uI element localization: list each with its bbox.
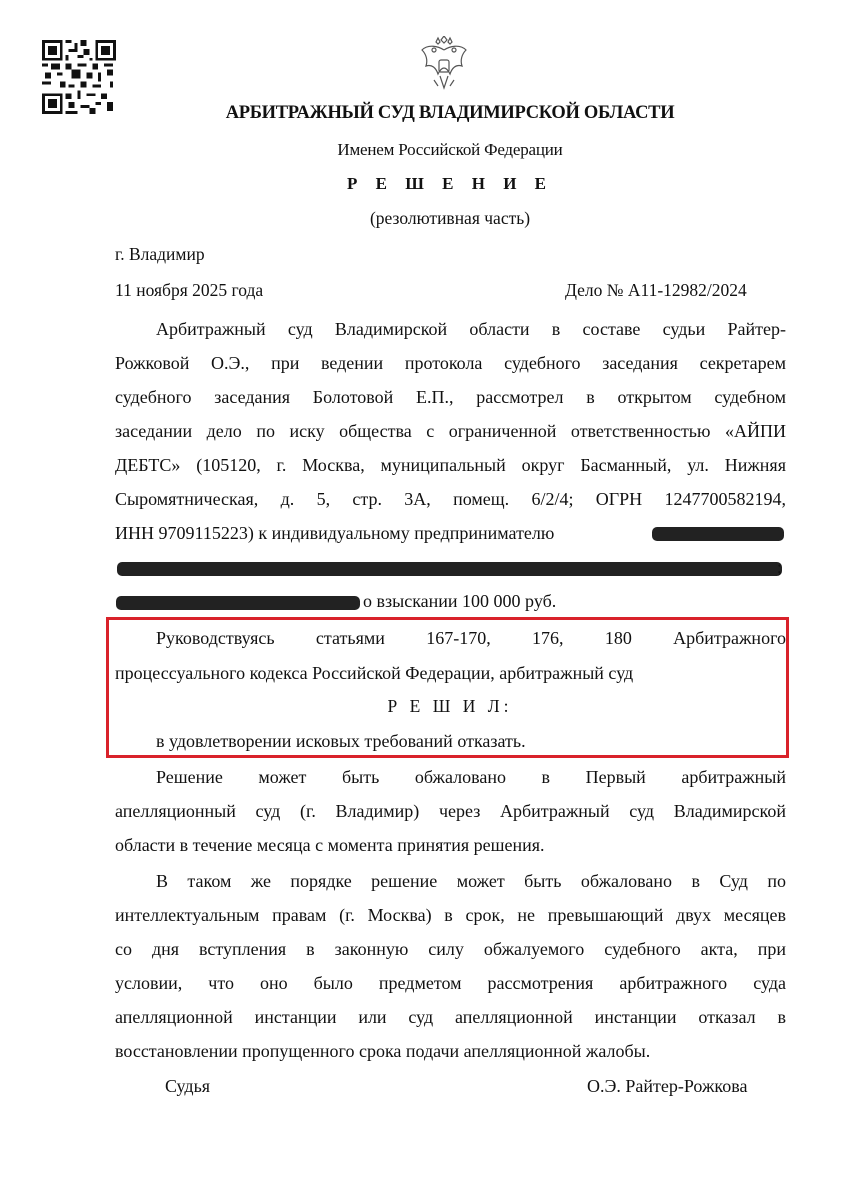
decision-title: Р Е Ш Е Н И Е — [346, 174, 553, 193]
intro-line: заседании дело по иску общества с ограниченной ответственностью «АЙПИ — [115, 421, 786, 441]
ip-appeal-line: со дня вступления в законную силу обжалуемого судебного акта, при — [115, 939, 786, 959]
ip-appeal-line: апелляционной инстанции или суд апелляционной инстанции отказал в — [115, 1007, 786, 1027]
decision-subtitle: (резолютивная часть) — [369, 208, 531, 228]
appeal-line: апелляционный суд (г. Владимир) через Арбитражный суд Владимирской — [115, 801, 786, 821]
intro-line: Сыромятническая, д. 5, стр. 3А, помещ. 6/2/4; ОГРН 1247700582194, — [115, 489, 786, 509]
guided-line: процессуального кодекса Российской Федерации, арбитражный суд — [115, 663, 634, 683]
appeal-line: области в течение месяца с момента принятия решения. — [115, 835, 545, 855]
city-label: г. Владимир — [115, 244, 205, 264]
coat-of-arms-icon — [418, 36, 470, 92]
ip-appeal-line: интеллектуальным правам (г. Москва) в срок, не превышающий двух месяцев — [115, 905, 786, 925]
judge-label: Судья — [165, 1076, 211, 1096]
intro-line: Арбитражный суд Владимирской области в составе судьи Райтер- — [156, 319, 786, 339]
ip-appeal-line: В таком же порядке решение может быть обжаловано в Суд по — [156, 871, 786, 891]
intro-line: о взыскании 100 000 руб. — [363, 591, 557, 611]
intro-line: Рожковой О.Э., при ведении протокола судебного заседания секретарем — [115, 353, 786, 373]
in-name-of-federation: Именем Российской Федерации — [337, 140, 563, 159]
resolution-text: в удовлетворении исковых требований отказать. — [156, 731, 526, 751]
intro-line: ИНН 9709115223) к индивидуальному предпринимателю — [115, 523, 555, 543]
decision-date: 11 ноября 2025 года — [115, 280, 264, 300]
intro-line: судебного заседания Болотовой Е.П., рассмотрел в открытом судебном — [115, 387, 786, 407]
ip-appeal-line: восстановлении пропущенного срока подачи апелляционной жалобы. — [115, 1041, 651, 1061]
ip-appeal-line: условии, что оно было предметом рассмотрения арбитражного суда — [115, 973, 786, 993]
guided-line: Руководствуясь статьями 167-170, 176, 180 Арбитражного — [156, 628, 786, 648]
intro-line: ; — [777, 557, 783, 577]
resolved-heading: Р Е Ш И Л: — [387, 696, 513, 716]
redaction-bar — [116, 596, 360, 610]
judge-name: О.Э. Райтер-Рожкова — [587, 1076, 748, 1096]
redaction-bar — [117, 562, 782, 576]
intro-line: ДЕБТС» (105120, г. Москва, муниципальный округ Басманный, ул. Нижняя — [115, 455, 786, 475]
redaction-bar — [652, 527, 784, 541]
appeal-line: Решение может быть обжаловано в Первый арбитражный — [156, 767, 786, 787]
court-name-heading: АРБИТРАЖНЫЙ СУД ВЛАДИМИРСКОЙ ОБЛАСТИ — [225, 103, 675, 123]
case-number: Дело № А11-12982/2024 — [565, 280, 747, 300]
